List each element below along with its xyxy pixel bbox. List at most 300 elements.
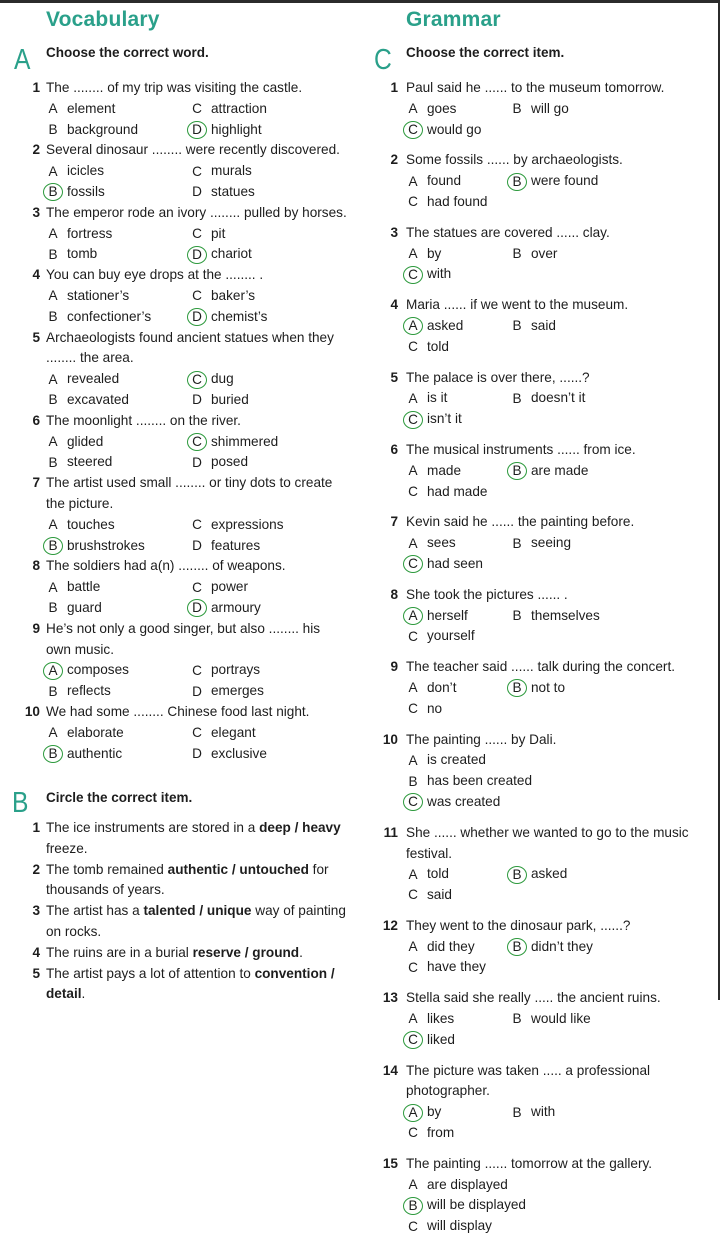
question-number: 7 (390, 514, 398, 530)
option-text: found (427, 173, 462, 189)
circle-item (18, 860, 348, 902)
option-text: made (427, 462, 462, 478)
option-text: said (427, 887, 452, 903)
option-letter: B (48, 121, 58, 137)
answer-option-c[interactable] (406, 885, 510, 906)
option-text: said (531, 317, 556, 333)
answer-option-b[interactable] (510, 461, 614, 482)
option-text: by (427, 245, 442, 261)
answer-option-a[interactable] (46, 286, 190, 307)
option-text: have they (427, 959, 486, 975)
question-text: The palace is over there, ......? (406, 369, 590, 385)
question-number: 4 (390, 297, 398, 313)
circled-option-letter: B (507, 462, 527, 480)
question-number: 12 (382, 917, 398, 933)
answer-option-d[interactable] (190, 598, 334, 619)
word-choice[interactable]: talented / unique (143, 903, 252, 919)
option-text: reflects (67, 683, 111, 699)
circled-option-letter: D (187, 121, 207, 139)
question-text: He’s not only a good singer, but also ........ his own music. (46, 620, 321, 657)
answer-option-c[interactable] (190, 224, 334, 245)
answer-option-a[interactable] (406, 750, 566, 771)
option-text: touches (67, 516, 115, 532)
answer-option-c[interactable] (406, 337, 510, 358)
answer-option-b[interactable] (510, 388, 614, 409)
answer-option-a[interactable] (46, 660, 190, 681)
answer-option-c[interactable] (406, 1216, 566, 1237)
answer-option-a[interactable] (406, 1175, 566, 1196)
question (376, 1061, 706, 1103)
answer-options (376, 316, 706, 358)
answer-options (18, 432, 348, 474)
option-letter: C (408, 194, 418, 210)
answer-option-b[interactable] (406, 1195, 566, 1216)
option-text: features (211, 537, 261, 553)
answer-option-c[interactable] (406, 482, 510, 503)
question (376, 295, 706, 316)
question-number: 4 (32, 267, 40, 283)
option-text: posed (211, 454, 249, 470)
option-text: told (427, 866, 449, 882)
option-letter: C (408, 1218, 418, 1234)
option-text: tomb (67, 246, 98, 262)
question-number: 1 (32, 80, 40, 95)
option-letter: A (48, 579, 58, 595)
option-text: exclusive (211, 745, 267, 761)
option-letter: A (408, 866, 418, 882)
answer-option-a[interactable] (406, 1102, 510, 1123)
answer-option-c[interactable] (190, 723, 334, 744)
answer-option-d[interactable] (190, 744, 334, 765)
question (376, 585, 706, 606)
option-letter: C (192, 725, 202, 741)
option-text: power (211, 579, 249, 595)
answer-option-b[interactable] (46, 307, 190, 328)
option-text: revealed (67, 371, 120, 387)
question-number: 2 (32, 142, 40, 158)
answer-options (376, 750, 706, 812)
vocabulary-question-list (18, 78, 348, 764)
option-letter: B (408, 773, 418, 789)
answer-options (376, 388, 706, 430)
section-c-instruction: Choose the correct item. (406, 45, 565, 60)
circled-option-letter: B (507, 679, 527, 697)
option-text: will go (531, 100, 569, 116)
option-text: would like (531, 1011, 591, 1027)
option-text: confectioner’s (67, 308, 152, 324)
circled-option-letter: B (403, 1197, 423, 1215)
answer-option-a[interactable] (406, 244, 510, 265)
answer-option-c[interactable] (406, 192, 510, 213)
answer-option-b[interactable] (46, 120, 190, 141)
answer-options (376, 606, 706, 648)
option-letter: B (48, 392, 58, 408)
answer-options (376, 678, 706, 720)
question-text: The musical instruments ...... from ice. (406, 441, 636, 457)
item-text-fragment: The artist pays a lot of attention to (46, 965, 255, 981)
answer-option-c[interactable] (190, 577, 334, 598)
answer-option-d[interactable] (190, 244, 334, 265)
answer-option-b[interactable] (510, 533, 614, 554)
answer-option-c[interactable] (190, 161, 334, 182)
answer-options (18, 660, 348, 702)
answer-option-d[interactable] (190, 182, 334, 203)
answer-option-c[interactable] (406, 626, 510, 647)
option-text: portrays (211, 662, 261, 678)
option-text: would go (427, 121, 482, 137)
answer-options (376, 99, 706, 141)
answer-option-b[interactable] (46, 452, 190, 473)
section-b-letter: B (12, 787, 29, 819)
option-text: asked (531, 866, 568, 882)
question-number: 13 (382, 990, 398, 1006)
answer-option-a[interactable] (406, 461, 510, 482)
question-text: The teacher said ...... talk during the concert. (406, 659, 675, 675)
question (376, 823, 706, 865)
question (376, 150, 706, 171)
option-text: fortress (67, 225, 113, 241)
circled-option-letter: B (43, 745, 63, 763)
answer-option-b[interactable] (510, 99, 614, 120)
option-letter: A (48, 371, 58, 387)
answer-option-b[interactable] (46, 390, 190, 411)
option-text: told (427, 338, 449, 354)
answer-option-c[interactable] (190, 660, 334, 681)
answer-option-a[interactable] (46, 432, 190, 453)
option-text: statues (211, 183, 255, 199)
question-number: 5 (390, 369, 398, 385)
question-number: 9 (32, 620, 40, 636)
option-letter: A (48, 225, 58, 241)
option-text: authentic (67, 745, 123, 761)
answer-option-a[interactable] (406, 937, 510, 958)
option-letter: A (408, 1177, 418, 1193)
option-text: didn’t they (531, 938, 593, 954)
answer-option-a[interactable] (46, 515, 190, 536)
option-letter: A (408, 463, 418, 479)
answer-option-b[interactable] (510, 1102, 614, 1123)
option-letter: C (408, 959, 418, 975)
option-text: seeing (531, 535, 572, 551)
option-text: expressions (211, 516, 284, 532)
option-text: will be displayed (427, 1197, 526, 1213)
answer-option-a[interactable] (406, 678, 510, 699)
answer-option-a[interactable] (406, 388, 510, 409)
question-text: Maria ...... if we went to the museum. (406, 297, 629, 313)
answer-option-a[interactable] (46, 577, 190, 598)
circled-option-letter: B (507, 938, 527, 956)
answer-option-b[interactable] (510, 171, 614, 192)
circled-option-letter: C (403, 411, 423, 429)
answer-option-a[interactable] (406, 316, 510, 337)
option-text: is it (427, 390, 448, 406)
question-number: 15 (382, 1155, 398, 1171)
answer-option-c[interactable] (406, 554, 510, 575)
question (18, 556, 348, 577)
option-text: were found (531, 173, 599, 189)
question (376, 512, 706, 533)
option-text: from (427, 1125, 455, 1141)
answer-option-a[interactable] (406, 171, 510, 192)
question (18, 411, 348, 432)
answer-option-a[interactable] (46, 161, 190, 182)
item-number: 5 (32, 965, 40, 981)
answer-options (376, 864, 706, 906)
option-letter: B (512, 535, 522, 551)
question-number: 5 (32, 329, 40, 345)
answer-option-a[interactable] (406, 606, 510, 627)
option-letter: B (512, 101, 522, 117)
circled-option-letter: A (403, 607, 423, 625)
option-text: glided (67, 433, 104, 449)
answer-option-b[interactable] (46, 536, 190, 557)
option-text: had seen (427, 555, 483, 571)
question (376, 916, 706, 937)
answer-option-a[interactable] (46, 369, 190, 390)
answer-option-b[interactable] (510, 244, 614, 265)
option-text: with (531, 1104, 556, 1120)
circle-item (18, 943, 348, 964)
answer-options (18, 723, 348, 765)
answer-options (18, 515, 348, 557)
question (376, 78, 706, 99)
question-number: 10 (382, 731, 398, 747)
question-text: Stella said she really ..... the ancient ruins. (406, 990, 661, 1006)
option-letter: D (192, 683, 202, 699)
answer-option-c[interactable] (406, 409, 510, 430)
option-letter: A (48, 101, 58, 117)
question-number: 6 (32, 412, 40, 428)
answer-options (376, 1175, 706, 1237)
circle-item (18, 964, 348, 1006)
answer-option-c[interactable] (190, 369, 334, 390)
option-letter: A (48, 288, 58, 304)
answer-option-b[interactable] (46, 744, 190, 765)
question-text: The painting ...... tomorrow at the gallery. (406, 1155, 653, 1171)
option-text: attraction (211, 100, 267, 116)
option-text: are displayed (427, 1176, 508, 1192)
item-text-fragment: freeze. (46, 840, 88, 856)
option-text: stationer’s (67, 287, 130, 303)
option-letter: C (408, 887, 418, 903)
circled-option-letter: C (403, 266, 423, 284)
option-text: was created (427, 793, 501, 809)
circle-item (18, 901, 348, 943)
option-text: icicles (67, 163, 105, 179)
item-text-fragment: . (299, 944, 303, 960)
option-letter: A (408, 752, 418, 768)
question-text: The picture was taken ..... a professional photographer. (406, 1062, 651, 1099)
option-letter: A (48, 163, 58, 179)
answer-option-c[interactable] (406, 120, 510, 141)
option-letter: C (408, 628, 418, 644)
question (376, 440, 706, 461)
option-letter: A (408, 939, 418, 955)
answer-option-a[interactable] (46, 723, 190, 744)
question (18, 702, 348, 723)
circled-option-letter: D (187, 246, 207, 264)
answer-option-d[interactable] (190, 681, 334, 702)
option-letter: B (48, 683, 58, 699)
circled-option-letter: A (403, 1104, 423, 1122)
answer-option-b[interactable] (510, 937, 614, 958)
option-text: steered (67, 454, 113, 470)
option-text: had made (427, 483, 488, 499)
answer-option-c[interactable] (406, 699, 510, 720)
answer-option-a[interactable] (406, 99, 510, 120)
word-choice[interactable]: authentic / untouched (167, 861, 309, 877)
answer-option-c[interactable] (190, 432, 334, 453)
option-text: emerges (211, 683, 264, 699)
question (18, 328, 348, 370)
circled-option-letter: B (507, 173, 527, 191)
word-choice[interactable]: deep / heavy (259, 820, 341, 835)
option-letter: D (192, 537, 202, 553)
item-text-fragment: The ruins are in a burial (46, 944, 193, 960)
answer-option-b[interactable] (46, 681, 190, 702)
answer-options (376, 1102, 706, 1144)
option-text: isn’t it (427, 411, 462, 427)
item-text (46, 860, 348, 902)
circled-option-letter: C (403, 793, 423, 811)
option-text: excavated (67, 391, 129, 407)
option-text: goes (427, 100, 457, 116)
item-text-fragment: way of painting on rocks. (46, 903, 346, 939)
circled-option-letter: C (403, 555, 423, 573)
option-text: pit (211, 225, 226, 241)
option-letter: A (408, 390, 418, 406)
answer-option-b[interactable] (46, 244, 190, 265)
option-text: had found (427, 193, 488, 209)
item-number: 2 (32, 861, 40, 877)
question (18, 140, 348, 161)
option-text: yourself (427, 628, 475, 644)
option-text: with (427, 266, 452, 282)
option-text: no (427, 700, 443, 716)
section-a-letter: A (14, 44, 31, 76)
option-letter: C (408, 1125, 418, 1141)
option-letter: A (408, 245, 418, 261)
option-letter: C (408, 339, 418, 355)
option-letter: B (512, 318, 522, 334)
item-text (46, 964, 348, 1006)
option-text: is created (427, 752, 486, 768)
answer-option-b[interactable] (510, 678, 614, 699)
answer-option-a[interactable] (46, 99, 190, 120)
question-text: They went to the dinosaur park, ......? (406, 917, 631, 933)
answer-option-a[interactable] (406, 533, 510, 554)
answer-option-c[interactable] (406, 957, 510, 978)
question-number: 14 (382, 1062, 398, 1078)
word-choice[interactable]: convention / detail (46, 965, 335, 1002)
circled-option-letter: D (187, 308, 207, 326)
answer-option-b[interactable] (46, 182, 190, 203)
word-choice[interactable]: reserve / ground (192, 944, 300, 960)
answer-option-d[interactable] (190, 390, 334, 411)
option-letter: D (192, 184, 202, 200)
answer-option-b[interactable] (510, 606, 614, 627)
question-text: She ...... whether we wanted to go to the music festival. (406, 824, 689, 861)
section-b-instruction: Circle the correct item. (46, 790, 193, 805)
item-text (46, 943, 348, 964)
item-text-fragment: The ice instruments are stored in a (46, 820, 260, 835)
answer-option-c[interactable] (406, 1123, 510, 1144)
option-letter: C (192, 163, 202, 179)
option-letter: C (408, 483, 418, 499)
answer-option-b[interactable] (510, 316, 614, 337)
option-letter: A (48, 517, 58, 533)
question-text: Kevin said he ...... the painting before. (406, 514, 635, 530)
option-text: asked (427, 317, 464, 333)
option-text: dug (211, 371, 234, 387)
circled-option-letter: C (403, 1031, 423, 1049)
question-text: The artist used small ........ or tiny dots to create the picture. (46, 475, 333, 511)
answer-option-d[interactable] (190, 452, 334, 473)
answer-option-d[interactable] (190, 120, 334, 141)
answer-options (376, 533, 706, 575)
option-text: composes (67, 662, 129, 678)
answer-option-b[interactable] (510, 1009, 614, 1030)
answer-option-a[interactable] (46, 224, 190, 245)
option-text: armoury (211, 599, 261, 615)
answer-option-b[interactable] (406, 771, 566, 792)
answer-options (376, 1009, 706, 1051)
answer-option-c[interactable] (406, 792, 566, 813)
question-text: The emperor rode an ivory ........ pulled by horses. (46, 204, 347, 220)
option-text: elegant (211, 724, 256, 740)
answer-option-c[interactable] (406, 1030, 510, 1051)
circled-option-letter: D (187, 599, 207, 617)
question-number: 1 (390, 80, 398, 95)
question-number: 8 (390, 586, 398, 602)
question-text: Archaeologists found ancient statues when they ........ the area. (46, 329, 334, 366)
answer-option-c[interactable] (406, 264, 510, 285)
answer-option-c[interactable] (190, 99, 334, 120)
answer-option-a[interactable] (406, 864, 510, 885)
grammar-heading: Grammar (406, 8, 501, 31)
question-text: The soldiers had a(n) ........ of weapons. (46, 558, 286, 574)
answer-option-a[interactable] (406, 1009, 510, 1030)
option-text: guard (67, 599, 102, 615)
question (376, 730, 706, 751)
answer-option-d[interactable] (190, 536, 334, 557)
answer-option-c[interactable] (190, 515, 334, 536)
option-letter: C (192, 662, 202, 678)
answer-options (18, 369, 348, 411)
option-text: fossils (67, 183, 105, 199)
option-letter: A (48, 725, 58, 741)
question-number: 7 (32, 475, 40, 491)
option-letter: B (512, 245, 522, 261)
option-letter: D (192, 745, 202, 761)
option-text: doesn’t it (531, 390, 586, 406)
answer-option-d[interactable] (190, 307, 334, 328)
section-c-letter: C (374, 44, 392, 76)
circled-option-letter: A (403, 317, 423, 335)
question-text: We had some ........ Chinese food last night. (46, 703, 310, 719)
item-text-fragment: The artist has a (46, 903, 144, 919)
question-text: The painting ...... by Dali. (406, 731, 557, 747)
option-text: buried (211, 391, 249, 407)
option-text: chariot (211, 246, 252, 262)
option-letter: B (512, 607, 522, 623)
question-text: The statues are covered ...... clay. (406, 224, 610, 240)
answer-option-c[interactable] (190, 286, 334, 307)
answer-option-b[interactable] (510, 864, 614, 885)
answer-options (376, 937, 706, 979)
circled-option-letter: B (507, 866, 527, 884)
answer-option-b[interactable] (46, 598, 190, 619)
